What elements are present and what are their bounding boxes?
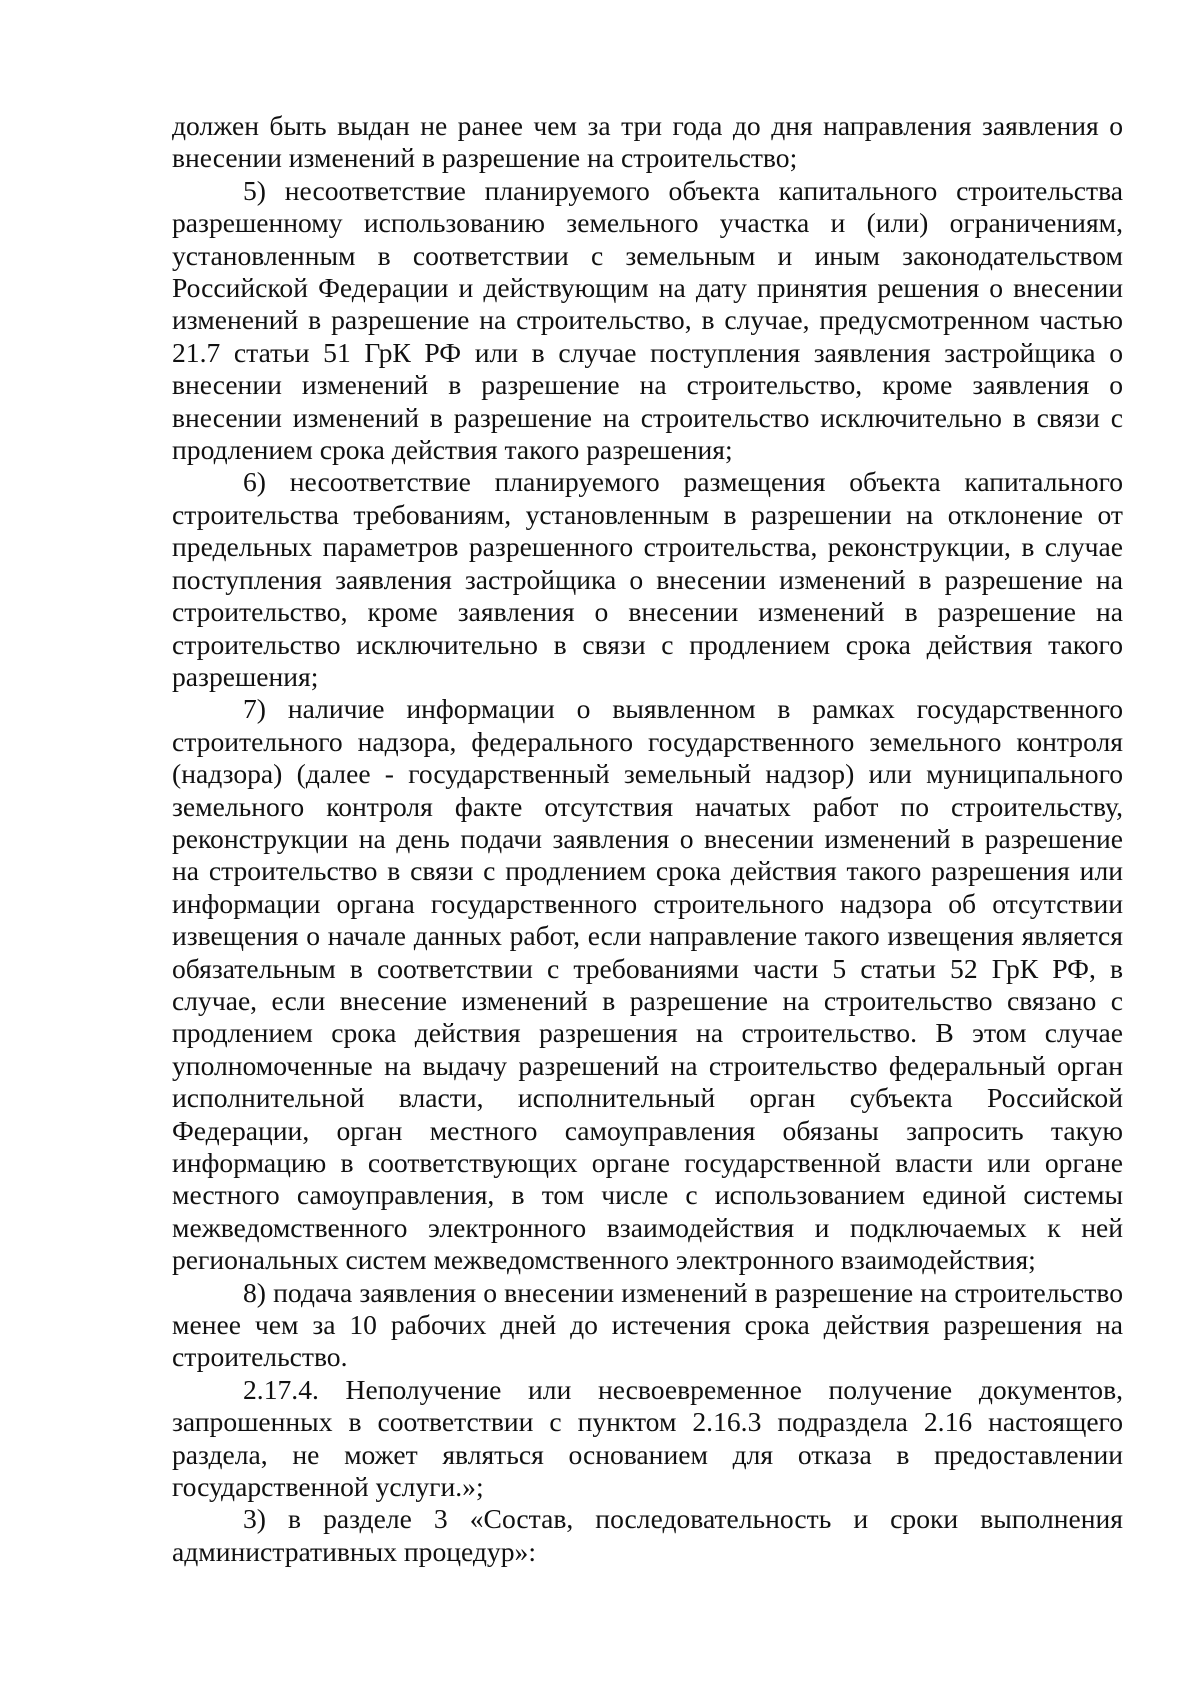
paragraph-item-8: 8) подача заявления о внесении изменений в разрешение на строительство менее чем за 10 рабочих дней до истечения срока действия разрешения на строительство. <box>172 1276 1123 1373</box>
paragraph-continuation: должен быть выдан не ранее чем за три года до дня направления заявления о внесении изменений в разрешение на строительство; <box>172 110 1123 174</box>
paragraph-item-7: 7) наличие информации о выявленном в рамках государственного строительного надзора, федерального государственного земельного контроля (надзора) (далее - государственный земельный надзор) или муниципального земельного контроля факте отсутствия начатых работ по строительству, реконструкции на день подачи заявления о внесении изменений в разрешение на строительство в связи с продлением срока действия такого разрешения или информации органа государственного строительного надзора об отсутствии извещения о начале данных работ, если направление такого извещения является обязательным в соответствии с требованиями части 5 статьи 52 ГрК РФ, в случае, если внесение изменений в разрешение на строительство связано с продлением срока действия разрешения на строительство. В этом случае уполномоченные на выдачу разрешений на строительство федеральный орган исполнительной власти, исполнительный орган субъекта Российской Федерации, орган местного самоуправления обязаны запросить такую информацию в соответствующих органе государственной власти или органе местного самоуправления, в том числе с использованием единой системы межведомственного электронного взаимодействия и подключаемых к ней региональных систем межведомственного электронного взаимодействия; <box>172 693 1123 1276</box>
paragraph-section-3-intro: 3) в разделе 3 «Состав, последовательность и сроки выполнения административных процедур»: <box>172 1503 1123 1567</box>
paragraph-clause-2-17-4: 2.17.4. Неполучение или несвоевременное получение документов, запрошенных в соответствии с пунктом 2.16.3 подраздела 2.16 настоящего раздела, не может являться основанием для отказа в предоставлении государственной услуги.»; <box>172 1373 1123 1503</box>
paragraph-item-6: 6) несоответствие планируемого размещения объекта капитального строительства требованиям, установленным в разрешении на отклонение от предельных параметров разрешенного строительства, реконструкции, в случае поступления заявления застройщика о внесении изменений в разрешение на строительство, кроме заявления о внесении изменений в разрешение на строительство исключительно в связи с продлением срока действия такого разрешения; <box>172 466 1123 692</box>
document-page <box>172 110 1123 1568</box>
paragraph-item-5: 5) несоответствие планируемого объекта капитального строительства разрешенному использованию земельного участка и (или) ограничениям, установленным в соответствии с земельным и иным законодательством Российской Федерации и действующим на дату принятия решения о внесении изменений в разрешение на строительство, в случае, предусмотренном частью 21.7 статьи 51 ГрК РФ или в случае поступления заявления застройщика о внесении изменений в разрешение на строительство, кроме заявления о внесении изменений в разрешение на строительство исключительно в связи с продлением срока действия такого разрешения; <box>172 174 1123 466</box>
